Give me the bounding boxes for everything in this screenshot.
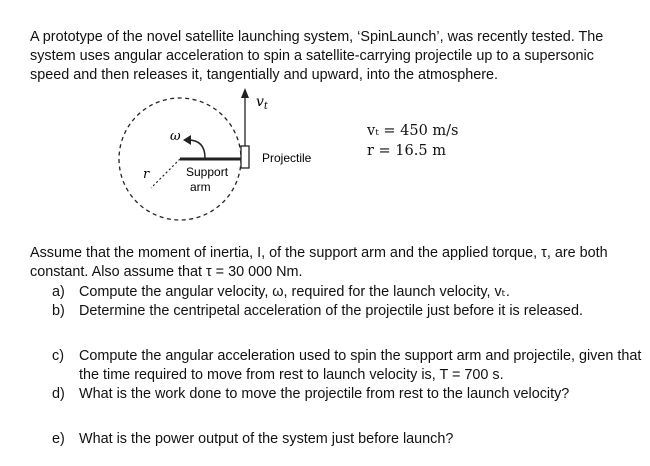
support-label-line1: Support [186,165,229,179]
support-label-line2: arm [190,180,211,194]
intro-paragraph: A prototype of the novel satellite launching system, ‘SpinLaunch’, was recently tested. The system uses angular acceleration to spin a satellite-carrying projectile up to a supersonic speed and then releases it, tangentially and upward, into the atmosphere. [30,29,604,83]
question-list-1 [52,283,642,321]
question-b-text: Determine the centripetal acceleration of the projectile just before it is released. [79,303,583,319]
assumption-paragraph: Assume that the moment of inertia, I, of the support arm and the applied torque, τ, are both constant. Also assume that τ = 30 000 Nm. [30,245,608,280]
given-values [367,121,459,161]
projectile-label: Projectile [262,151,312,165]
question-c-label: c) [52,348,64,364]
question-c-text: Compute the angular acceleration used to spin the support arm and projectile, given that the time required to move from rest to launch velocity is, T = 700 s. [79,348,642,383]
omega-arrowhead [183,135,191,145]
question-d-label: d) [52,386,65,402]
question-d-text: What is the work done to move the projectile from rest to the launch velocity? [79,386,570,402]
question-e [52,430,642,449]
question-a-text: Compute the angular velocity, ω, required for the launch velocity, vₜ. [79,284,510,300]
question-e-text: What is the power output of the system just before launch? [79,431,454,447]
question-d [52,385,642,404]
radius-line [151,159,180,188]
omega-label: ω [170,129,181,144]
question-c [52,347,642,385]
given-velocity: vₜ = 450 m/s [367,123,459,139]
question-a [52,283,642,302]
question-b [52,302,642,321]
question-list-2 [52,347,642,404]
question-list-3 [52,430,642,449]
radius-label: r [143,167,150,182]
projectile-rect [241,146,249,168]
velocity-arrowhead [241,88,249,98]
question-b-label: b) [52,303,65,319]
question-a-label: a) [52,284,65,300]
question-e-label: e) [52,431,65,447]
velocity-label: $v_t$ [256,94,268,112]
given-radius: r = 16.5 m [367,143,446,159]
